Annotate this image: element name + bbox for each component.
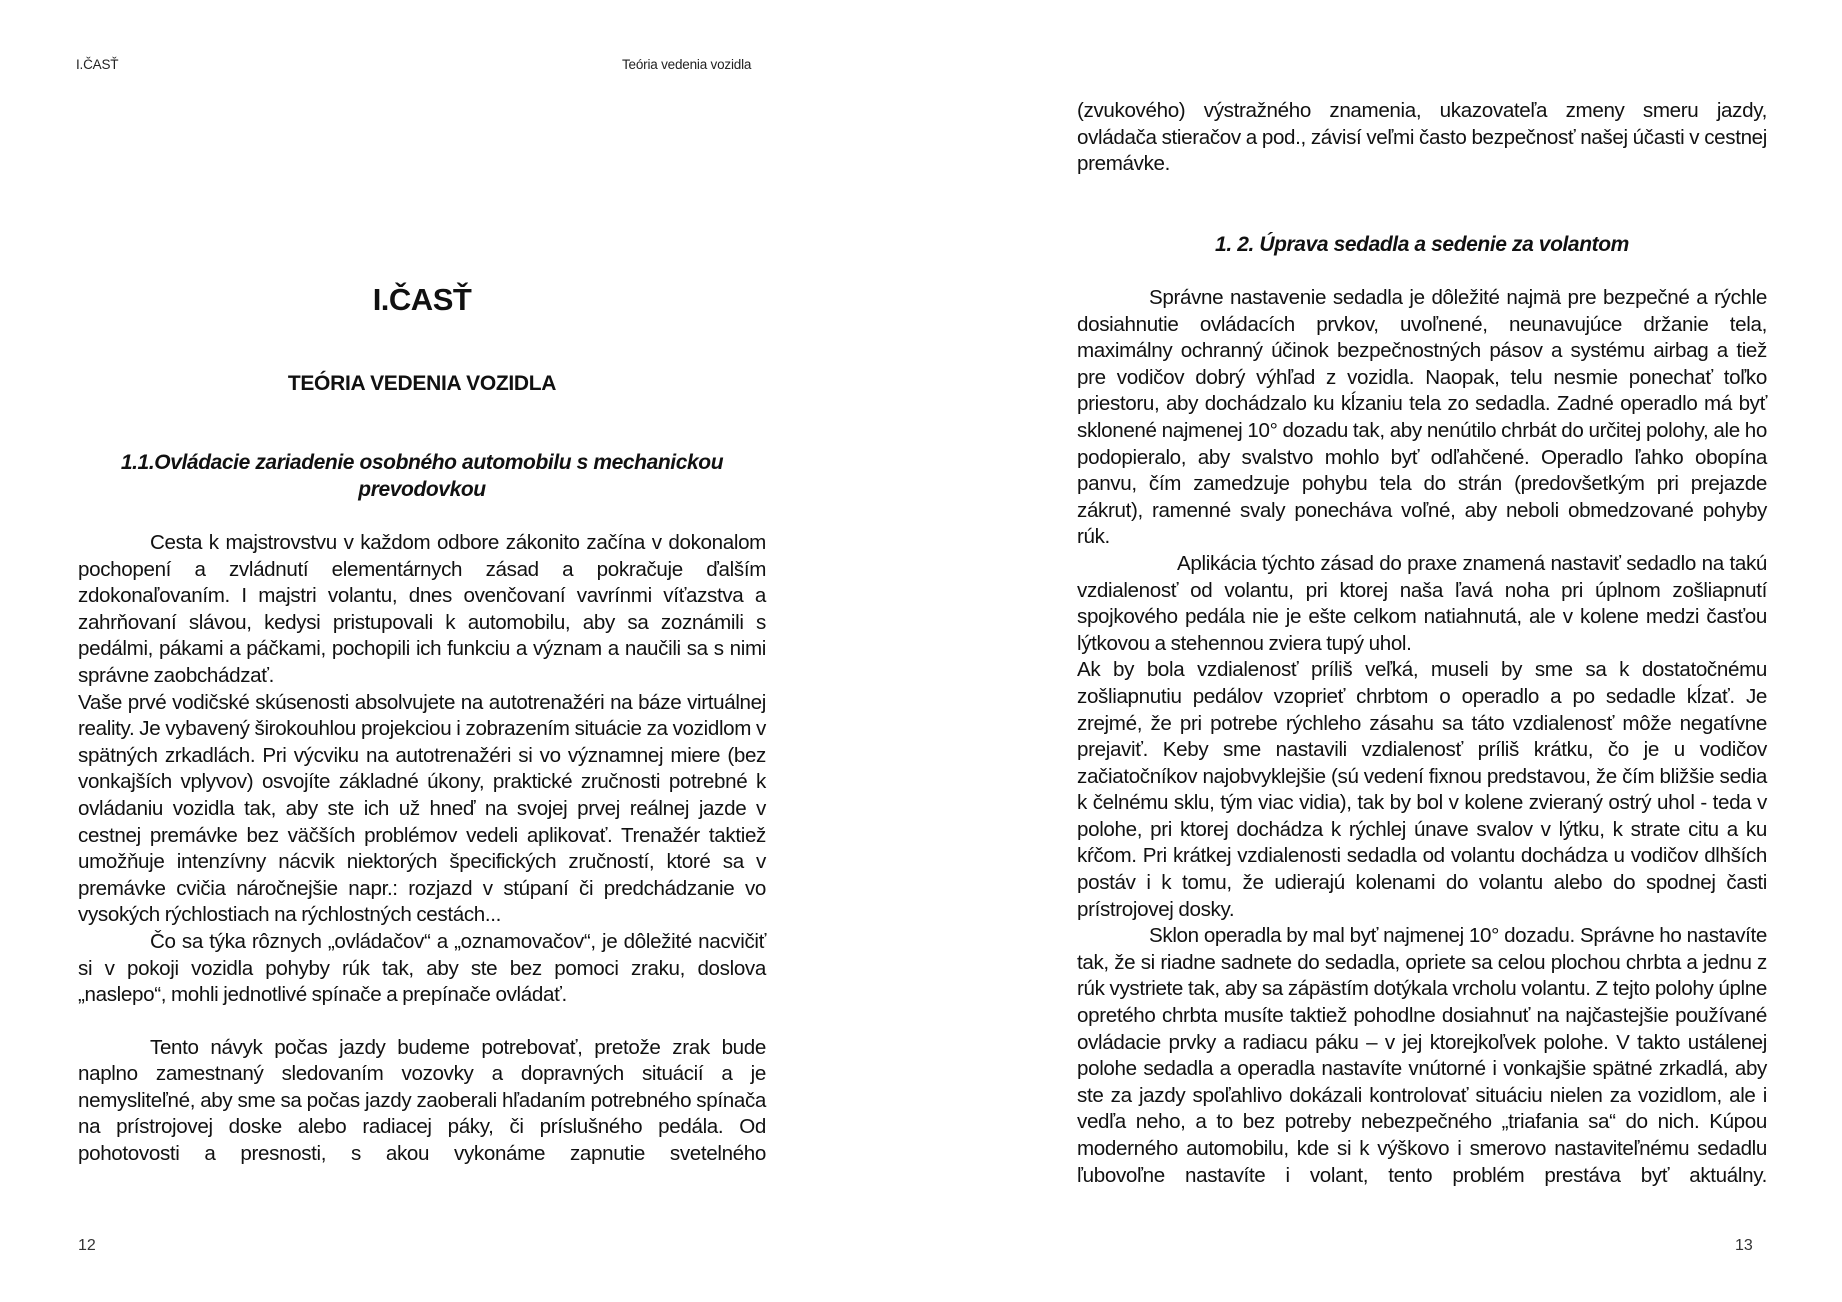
paragraph: Vaše prvé vodičské skúsenosti absolvujete na autotrenažéri na báze virtuálnej reality. Je vybavený širokouhlou projekciou i zobrazením situácie za vozidlom v spätných zrkadlách. Pri výcviku na autotrenažéri si vo významnej miere (bez vonkajších vplyvov) osvojíte základné úkony, praktické zručnosti potrebné k ovládaniu vozidla tak, aby ste ich už hneď na svojej prvej reálnej jazde v cestnej premávke bez väčších problémov vedeli aplikovať. Trenažér taktiež umožňuje intenzívny nácvik niektorých špecifických zručností, ktoré sa v premávke cvičia náročnejšie napr.: rozjazd v stúpaní či predchádzanie vo vysokých rýchlostiach na rýchlostných cestách... xyxy=(78,690,766,927)
left-body-text xyxy=(78,530,766,1168)
running-head-title: Teória vedenia vozidla xyxy=(622,57,752,72)
paragraph-gap xyxy=(78,1009,766,1035)
paragraph: Aplikácia týchto zásad do praxe znamená nastaviť sedadlo na takú vzdialenosť od volantu, pri ktorej naša ľavá noha pri úplnom zošliapnutí spojkového pedála nie je ešte celkom natiahnutá, ale v kolene medzi časťou lýtkovou a stehennou zviera tupý uhol. xyxy=(1077,551,1767,655)
paragraph: Ak by bola vzdialenosť príliš veľká, museli by sme sa k dostatočnému zošliapnutiu pedálov vzoprieť chrbtom o operadlo a po sedadle kĺzať. Je zrejmé, že pri potrebe rýchleho zásahu sa táto vzdialenosť môže negatívne prejaviť. Keby sme nastavili vzdialenosť príliš krátku, čo je u vodičov začiatočníkov najobvyklejšie (sú vedení fixnou predstavou, že čím bližšie sedia k čelnému sklu, tým viac vidia), tak by bol v kolene zvieraný ostrý uhol - teda v polohe, pri ktorej dochádza k rýchlej únave svalov v lýtku, k strate citu a ku kŕčom. Pri krátkej vzdialenosti sedadla od volantu dochádza u vodičov dlhších postáv i k tomu, že udierajú kolenami do volantu alebo do spodnej časti prístrojovej dosky. xyxy=(1077,658,1767,921)
paragraph: Sklon operadla by mal byť najmenej 10° dozadu. Správne ho nastavíte tak, že si riadne sadnete do sedadla, opriete sa celou plochou chrbta a jednu z rúk vystriete tak, aby sa zápästím dotýkala vrcholu volantu. Z tejto polohy úplne opretého chrbta musíte taktiež pohodlne dosiahnuť na najčastejšie používané ovládacie prvky a radiacu páku – v jej ktorejkoľvek polohe. V takto ustálenej polohe sedadla a operadla nastavíte vnútorné i vonkajšie spätné zrkadlá, aby ste za jazdy spoľahlivo dokázali kontrolovať situáciu nielen za vozidlom, ale i vedľa neho, a to bez potreby nebezpečného „triafania sa“ do nich. Kúpou moderného automobilu, kde si k výškovo i smerovo nastaviteľnému sedadlu ľubovoľne nastavíte i volant, tento problém prestáva byť aktuálny. xyxy=(1077,924,1767,1187)
page-number: 13 xyxy=(1735,1237,1753,1254)
paragraph: (zvukového) výstražného znamenia, ukazovateľa zmeny smeru jazdy, ovládača stieračov a pod., závisí veľmi často bezpečnosť našej účasti v cestnej premávke. xyxy=(1077,99,1767,176)
paragraph: Tento návyk počas jazdy budeme potrebovať, pretože zrak bude naplno zamestnaný sledovaním vozovky a dopravných situácií a je nemysliteľné, aby sme sa počas jazdy zaoberali hľadaním potrebného spínača na prístrojovej doske alebo radiacej páky, či príslušného pedála. Od pohotovosti a presnosti, s akou vykonáme zapnutie svetelného xyxy=(78,1035,766,1166)
page-number: 12 xyxy=(78,1237,96,1254)
section-heading-1-2: 1. 2. Úprava sedadla a sedenie za volantom xyxy=(1215,233,1629,256)
paragraph: Správne nastavenie sedadla je dôležité najmä pre bezpečné a rýchle dosiahnutie ovládacích prvkov, uvoľnené, neunavujúce držanie tela, maximálny ochranný účinok bezpečnostných pásov a systému airbag a tiež pre vodičov dobrý výhľad z vozidla. Naopak, telu nesmie ponechať toľko priestoru, aby dochádzalo ku kĺzaniu tela zo sedadla. Zadné operadlo má byť sklonené najmenej 10° dozadu tak, aby nenútilo chrbát do určitej polohy, ale ho podopieralo, aby svalstvo mohlo byť odľahčené. Operadlo ľahko obopína panvu, čím zamedzuje pohybu tela do strán (predovšetkým pri prejazde zákrut), ramenné svaly ponecháva voľné, aby neboli obmedzované pohyby rúk. xyxy=(1077,286,1767,549)
section-heading-1-1: 1.1.Ovládacie zariadenie osobného automobilu s mechanickou prevodovkou xyxy=(120,451,724,501)
continuation-text xyxy=(1077,98,1767,178)
paragraph: Čo sa týka rôznych „ovládačov“ a „oznamovačov“, je dôležité nacvičiť si v pokoji vozidla pohyby rúk tak, aby ste bez pomoci zraku, doslova „naslepo“, mohli jednotlivé spínače a prepínače ovládať. xyxy=(78,929,766,1007)
title-heading: TEÓRIA VEDENIA VOZIDLA xyxy=(287,372,557,395)
paragraph: Cesta k majstrovstvu v každom odbore zákonito začína v dokonalom pochopení a zvládnutí elementárnych zásad a pokračuje ďalším zdokonaľovaním. I majstri volantu, dnes ovenčovaní vavrínmi víťazstva a zahrňovaní slávou, kedysi pristupovali k automobilu, aby sa zoznámili s pedálmi, pákami a páčkami, pochopili ich funkciu a význam a naučili sa s nimi správne zaobchádzať. xyxy=(78,531,766,687)
right-page xyxy=(921,0,1842,1302)
right-body-text xyxy=(1077,285,1767,1189)
running-head-part: I.ČASŤ xyxy=(76,57,119,72)
part-heading: I.ČASŤ xyxy=(372,282,472,317)
